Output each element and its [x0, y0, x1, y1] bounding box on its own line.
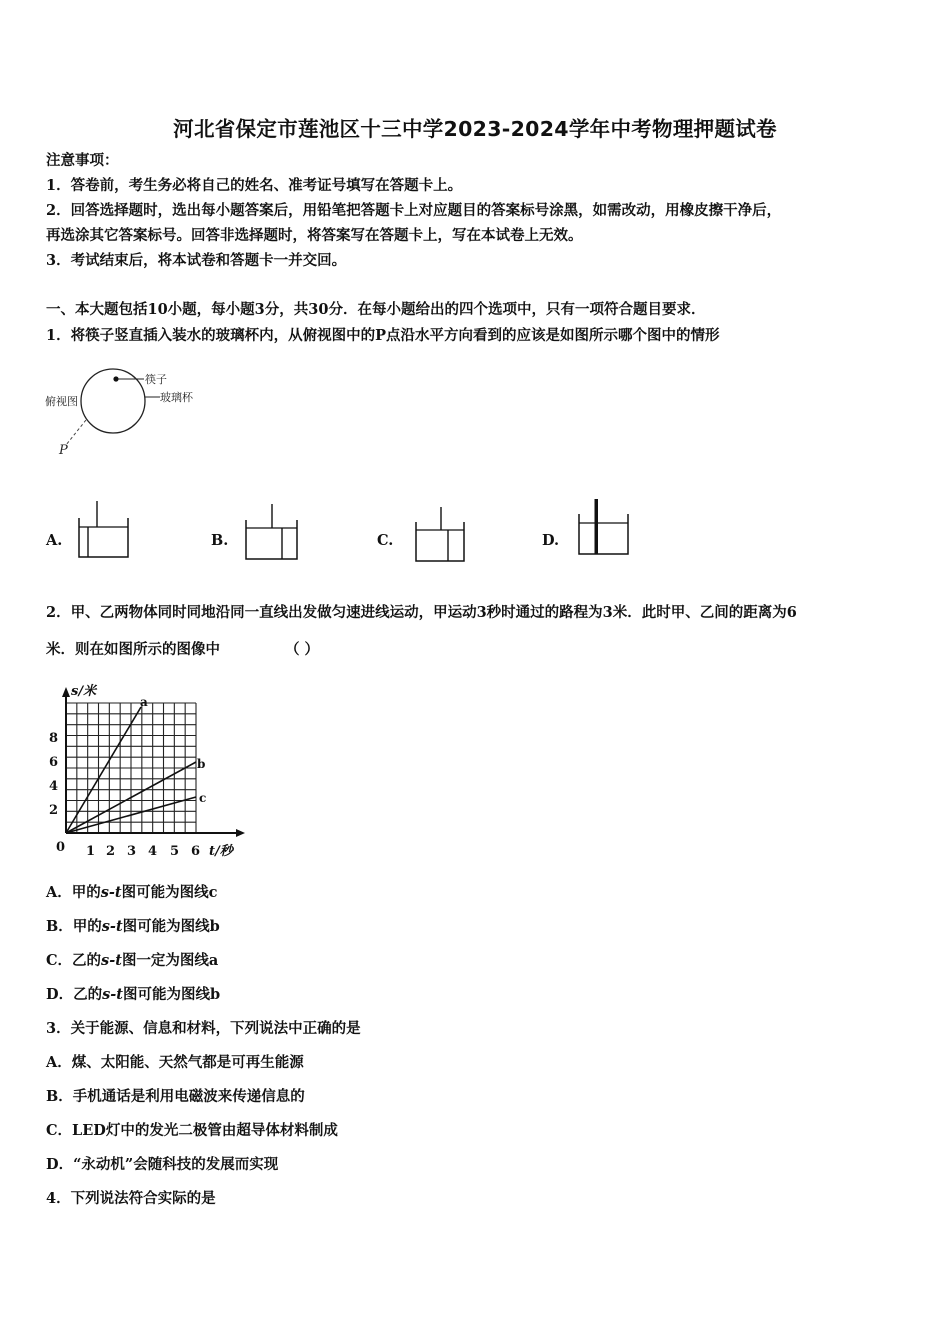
q1-option-b-figure — [243, 500, 303, 564]
q2-option-d — [46, 985, 220, 1005]
section-1-heading: 一、本大题包括10小题，每小题3分，共30分．在每小题给出的四个选项中，只有一项符合题目要求． — [46, 301, 706, 318]
q2-option-a-symbol: s-t — [100, 884, 122, 901]
line-c-label: c — [199, 791, 207, 805]
q4-stem: 4．下列说法符合实际的是 — [46, 1190, 216, 1207]
notice-item-1: 1．答卷前，考生务必将自己的姓名、准考证号填写在答题卡上。 — [46, 177, 463, 194]
q2-option-a-text: A．甲的 — [46, 884, 101, 901]
q2-stem-b: 米．则在如图所示的图像中 — [46, 641, 220, 658]
q1-option-a-label: A. — [46, 532, 63, 549]
origin-label: 0 — [56, 840, 66, 855]
q1-option-b-label: B. — [211, 532, 229, 549]
q1-top-view-figure — [40, 362, 220, 462]
line-a-label: a — [140, 695, 148, 709]
q2-option-a-tail: 图可能为图线c — [121, 884, 218, 901]
y-axis-label: s/米 — [71, 684, 97, 699]
q2-option-a — [46, 883, 217, 903]
q1-option-c-label: C. — [377, 532, 394, 549]
chopstick-label: 筷子 — [145, 373, 167, 386]
x-tick-6: 6 — [191, 844, 201, 859]
x-tick-4: 4 — [148, 844, 158, 859]
notice-item-2b: 再选涂其它答案标号。回答非选择题时，将答案写在答题卡上，写在本试卷上无效。 — [46, 227, 583, 244]
q2-option-d-text: D．乙的 — [46, 986, 103, 1003]
page-title: 河北省保定市莲池区十三中学2023-2024学年中考物理押题试卷 — [173, 117, 777, 141]
x-tick-2: 2 — [106, 844, 116, 859]
q3-option-c: C．LED灯中的发光二极管由超导体材料制成 — [46, 1122, 338, 1139]
q1-option-c-figure — [413, 504, 473, 568]
notice-heading: 注意事项： — [46, 152, 119, 169]
q2-option-b-text: B．甲的 — [46, 918, 102, 935]
x-tick-3: 3 — [127, 844, 137, 859]
x-axis-label: t/秒 — [209, 844, 233, 859]
q2-option-c-text: C．乙的 — [46, 952, 102, 969]
q2-option-b-symbol: s-t — [101, 918, 123, 935]
view-direction-line — [66, 420, 86, 445]
q2-option-c-symbol: s-t — [101, 952, 122, 969]
x-tick-5: 5 — [170, 844, 180, 859]
glass-label: 玻璃杯 — [160, 391, 193, 404]
q3-option-b: B．手机通话是利用电磁波来传递信息的 — [46, 1088, 305, 1105]
line-b-label: b — [197, 757, 206, 771]
q2-stem-a: 2．甲、乙两物体同时同地沿同一直线出发做匀速进线运动，甲运动3秒时通过的路程为3米．此时甲、乙间的距离为6 — [46, 604, 797, 621]
q2-option-c-tail: 图一定为图线a — [121, 952, 219, 969]
notice-item-3: 3．考试结束后，将本试卷和答题卡一并交回。 — [46, 252, 347, 269]
q2-option-d-symbol: s-t — [102, 986, 123, 1003]
x-axis-arrow — [236, 829, 245, 837]
q1-option-d-figure — [576, 496, 636, 560]
view-label: 俯视图 — [45, 395, 78, 408]
q3-option-d: D．“永动机”会随科技的发展而实现 — [46, 1156, 279, 1173]
y-tick-2: 2 — [49, 803, 59, 818]
y-tick-8: 8 — [49, 731, 59, 746]
q2-option-d-tail: 图可能为图线b — [122, 986, 221, 1003]
q1-option-d-label: D. — [542, 532, 560, 549]
point-p-label: P — [59, 443, 68, 458]
q1-option-a-figure — [76, 498, 136, 562]
q2-option-b-tail: 图可能为图线b — [122, 918, 220, 935]
q3-option-a: A．煤、太阳能、天然气都是可再生能源 — [46, 1054, 304, 1071]
q3-stem: 3．关于能源、信息和材料，下列说法中正确的是 — [46, 1020, 361, 1037]
q2-option-c — [46, 951, 218, 971]
q2-answer-blank: （ ） — [285, 641, 320, 658]
notice-item-2a: 2．回答选择题时，选出每小题答案后，用铅笔把答题卡上对应题目的答案标号涂黑，如需改动，用橡皮擦干净后， — [46, 202, 782, 219]
chopstick-dot — [113, 376, 118, 381]
x-tick-1: 1 — [86, 844, 96, 859]
y-tick-6: 6 — [49, 755, 59, 770]
q1-stem: 1．将筷子竖直插入装水的玻璃杯内，从俯视图中的P点沿水平方向看到的应该是如图所示哪个图中的情形 — [46, 327, 720, 344]
q2-option-b — [46, 917, 220, 937]
y-axis-arrow — [62, 687, 70, 697]
y-tick-4: 4 — [49, 779, 59, 794]
q2-st-graph — [40, 675, 260, 865]
